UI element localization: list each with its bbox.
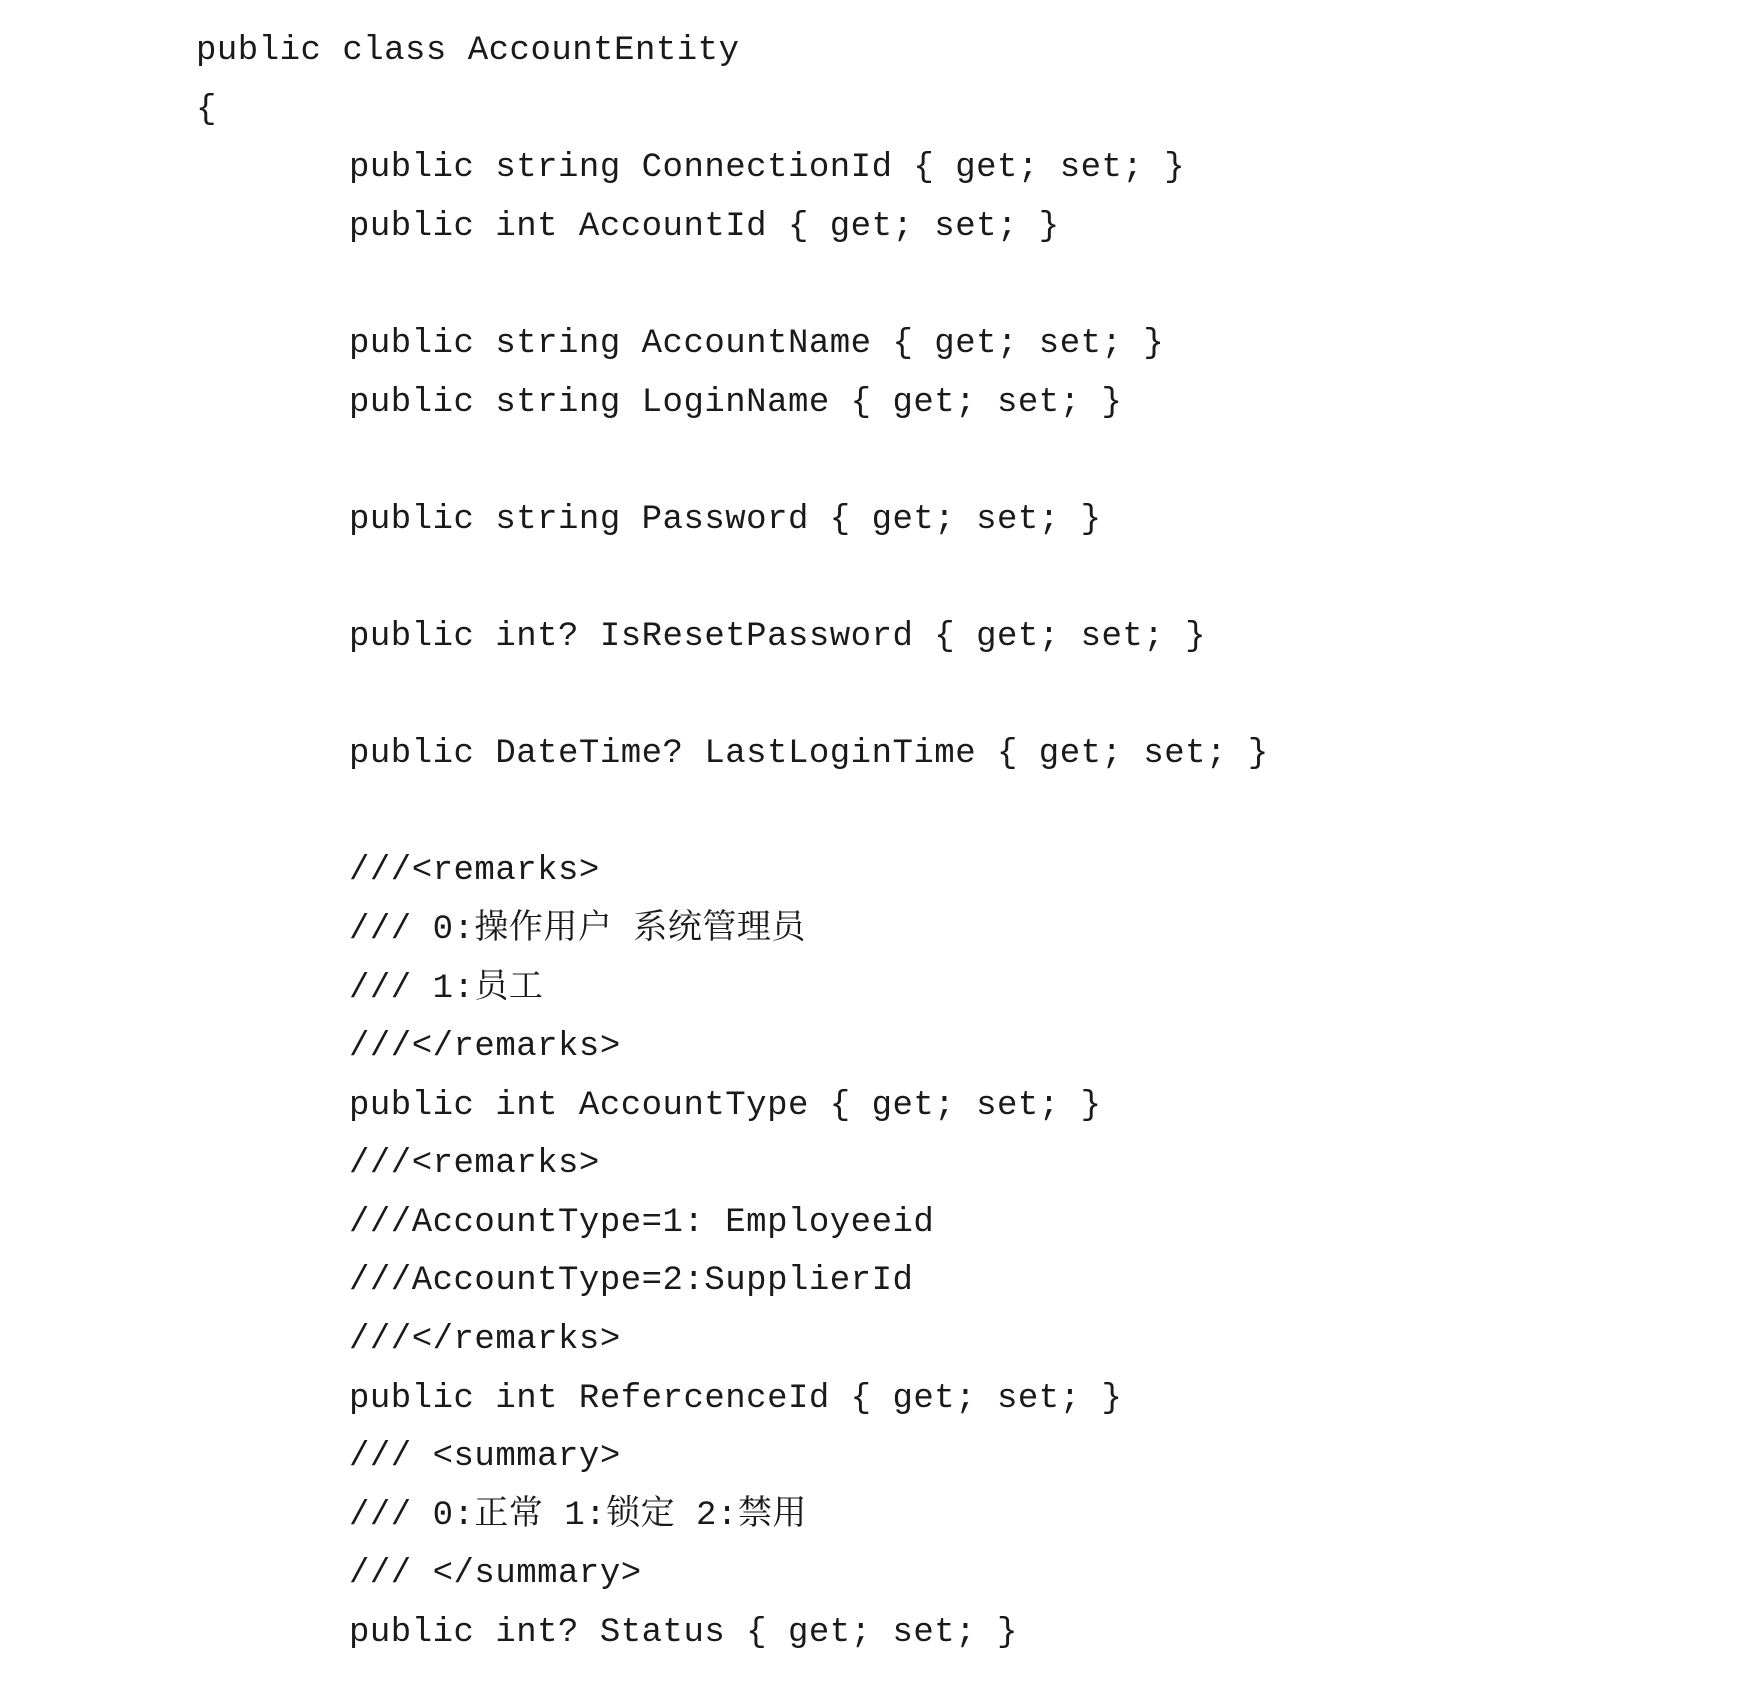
blank-line (0, 784, 1745, 843)
code-line: public int? IsResetPassword { get; set; } (349, 617, 1207, 656)
blank-line (0, 549, 1745, 608)
blank-line (0, 667, 1745, 726)
comment-line: /// 1:员工 (349, 969, 544, 1008)
comment-line: ///AccountType=1: Employeeid (349, 1203, 935, 1242)
comment-line: ///AccountType=2:SupplierId (349, 1262, 914, 1301)
code-line: public int? Status { get; set; } (349, 1614, 1018, 1653)
code-line: public string LoginName { get; set; } (349, 383, 1123, 422)
code-line: public class AccountEntity (196, 32, 740, 70)
code-block (0, 22, 1745, 1663)
code-line: public string ConnectionId { get; set; } (349, 149, 1186, 188)
comment-line: ///</remarks> (349, 1028, 621, 1067)
comment-line: /// <summary> (349, 1438, 621, 1477)
code-line: public int AccountType { get; set; } (349, 1086, 1102, 1125)
code-line: public int RefercenceId { get; set; } (349, 1379, 1123, 1418)
code-line: public string AccountName { get; set; } (349, 324, 1165, 363)
comment-line: /// </summary> (349, 1555, 642, 1594)
code-line: public int AccountId { get; set; } (349, 207, 1060, 246)
code-line: { (196, 90, 217, 129)
comment-line: ///</remarks> (349, 1321, 621, 1360)
code-line: public string Password { get; set; } (349, 500, 1102, 539)
blank-line (0, 256, 1745, 315)
comment-line: /// 0:正常 1:锁定 2:禁用 (349, 1496, 807, 1535)
code-line: public DateTime? LastLoginTime { get; set; } (349, 735, 1269, 774)
comment-line: /// 0:操作用户 系统管理员 (349, 910, 806, 949)
comment-line: ///<remarks> (349, 1145, 600, 1184)
blank-line (0, 432, 1745, 491)
comment-line: ///<remarks> (349, 852, 600, 891)
